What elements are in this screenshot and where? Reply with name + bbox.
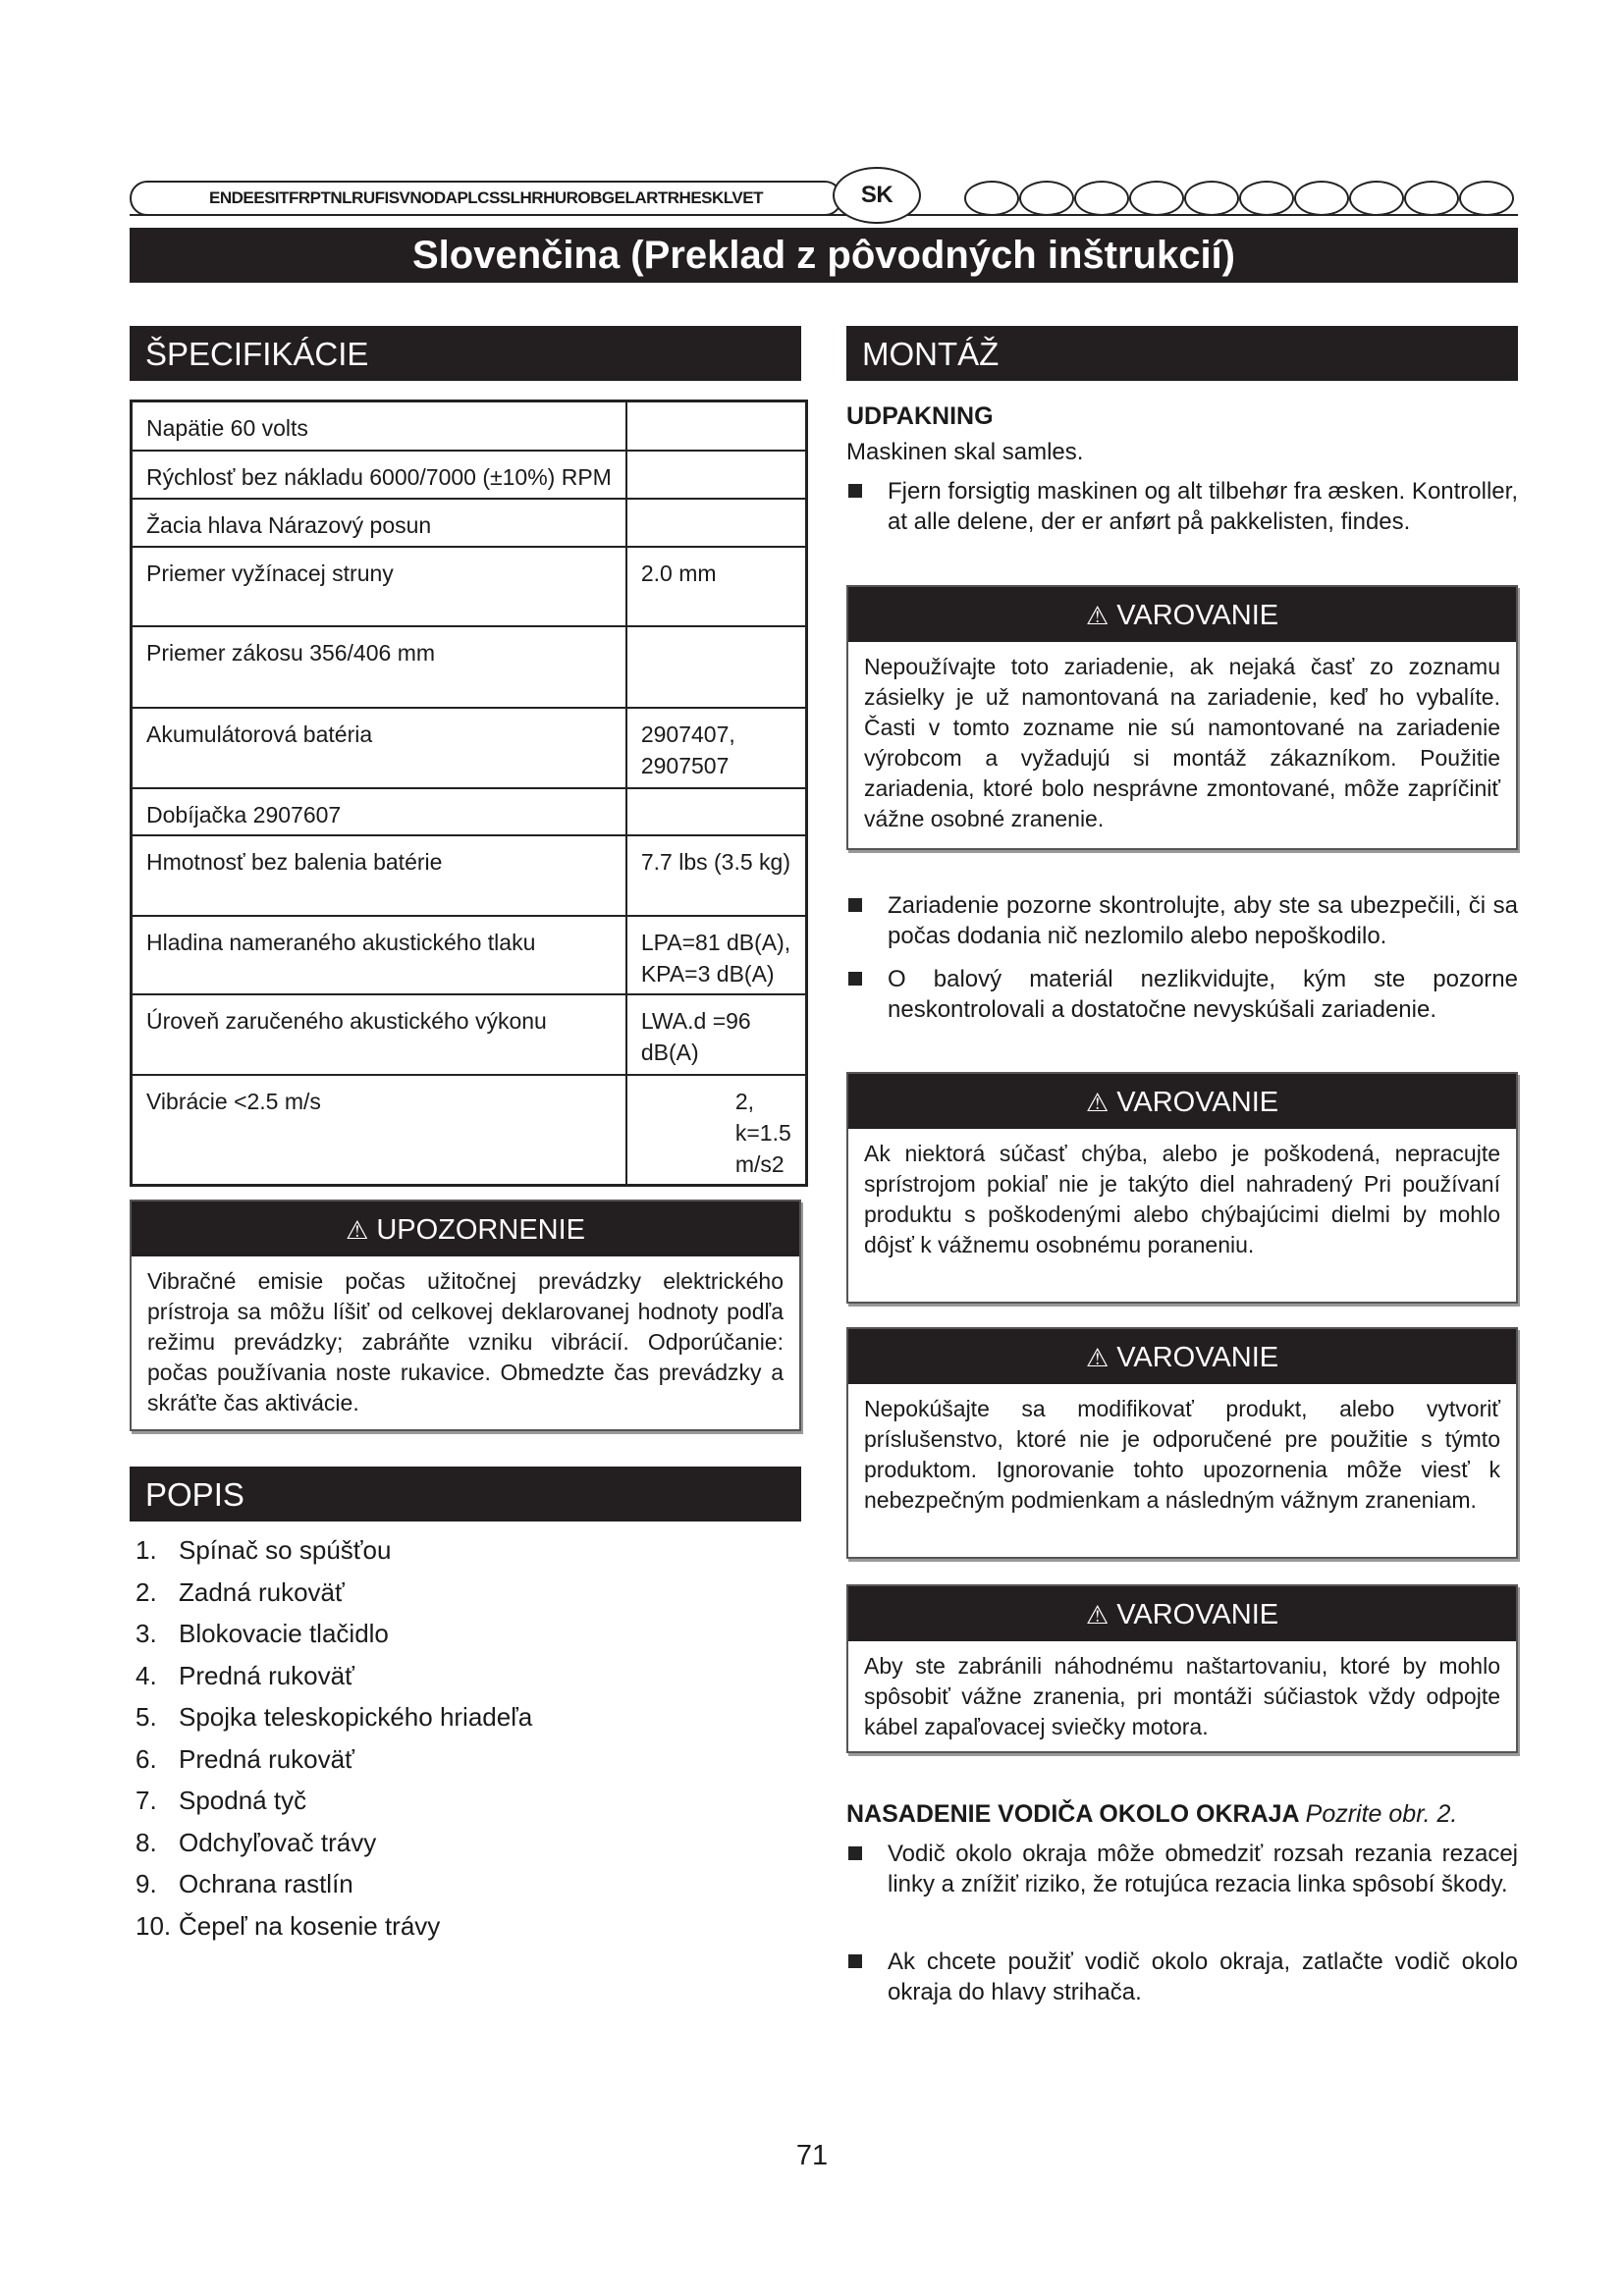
spec-label: Úroveň zaručeného akustického výkonu: [132, 994, 626, 1075]
unpacking-intro: Maskinen skal samles.: [846, 439, 1084, 465]
spec-label: Priemer zákosu 356/406 mm: [132, 626, 626, 708]
warning-triangle-icon: ⚠: [1085, 601, 1110, 630]
language-tab-active[interactable]: SK: [833, 167, 921, 224]
table-row: [132, 708, 807, 788]
spec-value: 7.7 lbs (3.5 kg): [626, 835, 806, 916]
item-text: Čepeľ na kosenie trávy: [179, 1910, 441, 1941]
bullet-item: [846, 890, 1518, 951]
bullet-square-icon: [848, 972, 862, 986]
spec-value: 2907407, 2907507: [626, 708, 806, 788]
spec-value: LWA.d =96 dB(A): [626, 994, 806, 1075]
spec-value: [626, 626, 806, 708]
item-number: 9.: [135, 1869, 157, 1898]
warning-triangle-icon: ⚠: [1085, 1088, 1110, 1117]
empty-tab: [964, 181, 1019, 216]
warning-heading: VAROVANIE: [1116, 1599, 1279, 1630]
table-row: [132, 994, 807, 1075]
table-row: [132, 788, 807, 835]
item-number: 7.: [135, 1786, 157, 1815]
spec-label: Priemer vyžínacej struny: [132, 547, 626, 626]
spec-value: [626, 788, 806, 835]
bullet-square-icon: [848, 898, 862, 912]
item-number: 3.: [135, 1619, 157, 1648]
caution-box: [130, 1200, 801, 1431]
spec-label: Rýchlosť bez nákladu 6000/7000 (±10%) RPM: [132, 451, 626, 499]
item-number: 8.: [135, 1827, 157, 1857]
bullet-text: Fjern forsigtig maskinen og alt tilbehør fra æsken. Kontroller, at alle delene, der er anført på pakkelisten, findes.: [888, 478, 1518, 535]
item-number: 4.: [135, 1660, 157, 1690]
spec-label: Napätie 60 volts: [132, 401, 626, 451]
empty-tab: [1239, 181, 1294, 216]
empty-tab: [1074, 181, 1129, 216]
spec-value: 2, k=1.5 m/s2: [626, 1075, 806, 1186]
caution-text: Vibračné emisie počas užitočnej prevádzky elektrického prístroja sa môžu líšiť od celkovej deklarovanej hodnoty podľa režimu prevádzky; zabráňte vzniku vibrácií. Odporúčanie: počas používania noste rukavice. Obmedzte čas prevádzky a skráťte čas aktivácie.: [147, 1268, 784, 1415]
list-item: [135, 1780, 784, 1822]
item-text: Predná rukoväť: [179, 1660, 354, 1690]
warning-text: Nepoužívajte toto zariadenie, ak nejaká časť zo zoznamu zásielky je už namontovaná na zariadenie, keď ho vybalíte. Časti v tomto zozname nie sú namontované na zariadenie výrobcom a vyžadujú si montáž zákazníkom. Použitie zariadenia, ktoré bolo nesprávne zmontované, môže zapríčiniť vážne osobné zranenie.: [864, 654, 1500, 831]
empty-tab: [1294, 181, 1349, 216]
list-item: [135, 1529, 784, 1572]
item-text: Odchyľovač trávy: [179, 1827, 377, 1857]
spec-label: Žacia hlava Nárazový posun: [132, 499, 626, 547]
caution-header: [132, 1201, 799, 1256]
warning-box: [846, 1584, 1518, 1753]
empty-tab: [1129, 181, 1184, 216]
bullet-square-icon: [848, 1954, 862, 1968]
table-row: [132, 499, 807, 547]
warning-triangle-icon: ⚠: [346, 1215, 369, 1245]
table-row: [132, 916, 807, 994]
list-item: [135, 1696, 784, 1738]
warning-box: [846, 1072, 1518, 1304]
page-title: Slovenčina (Preklad z pôvodných inštrukcií): [130, 228, 1518, 283]
warning-text: Nepokúšajte sa modifikovať produkt, alebo vytvoriť príslušenstvo, ktoré nie je odporučené pre použitie s týmto produktom. Ignorovanie tohto upozornenia môže viesť k nebezpečným podmienkam a následným vážnym zraneniam.: [864, 1396, 1500, 1513]
item-text: Predná rukoväť: [179, 1743, 354, 1774]
bullet-text: O balový materiál nezlikvidujte, kým ste pozorne neskontrolovali a dostatočne nevyskúšali zariadenie.: [888, 966, 1518, 1023]
bullet-text: Zariadenie pozorne skontrolujte, aby ste sa ubezpečili, či sa počas dodania nič nezlomilo alebo nepoškodilo.: [888, 892, 1518, 949]
item-number: 2.: [135, 1576, 157, 1607]
warning-header: [848, 587, 1516, 642]
table-row: [132, 451, 807, 499]
empty-tab: [1349, 181, 1404, 216]
list-item: [135, 1863, 784, 1905]
specifications-table: [130, 400, 808, 1187]
item-text: Spojka teleskopického hriadeľa: [179, 1702, 533, 1732]
item-number: 5.: [135, 1702, 157, 1732]
edger-title-text: NASADENIE VODIČA OKOLO OKRAJA: [846, 1800, 1299, 1828]
item-text: Zadná rukoväť: [179, 1576, 345, 1607]
warning-triangle-icon: ⚠: [1085, 1600, 1110, 1629]
caution-heading: UPOZORNENIE: [376, 1214, 585, 1246]
list-item: [135, 1613, 784, 1655]
spec-label: Dobíjačka 2907607: [132, 788, 626, 835]
figure-reference: Pozrite obr. 2.: [1305, 1800, 1458, 1828]
page-number: 71: [795, 2140, 829, 2171]
warning-heading: VAROVANIE: [1116, 600, 1279, 631]
parts-list: [135, 1529, 784, 1947]
warning-header: [848, 1074, 1516, 1129]
spec-label: Vibrácie <2.5 m/s: [132, 1075, 626, 1186]
warning-text: Aby ste zabránili náhodnému naštartovaniu, ktoré by mohlo spôsobiť vážne zranenia, pri montáži súčiastok vždy odpojte kábel zapaľovacej sviečky motora.: [864, 1653, 1500, 1739]
table-row: [132, 835, 807, 916]
table-row: [132, 547, 807, 626]
empty-tab: [1184, 181, 1239, 216]
spec-value: LPA=81 dB(A), KPA=3 dB(A): [626, 916, 806, 994]
edger-title: [846, 1800, 1457, 1829]
bullet-text: Ak chcete použiť vodič okolo okraja, zatlačte vodič okolo okraja do hlavy strihača.: [888, 1949, 1518, 2005]
item-text: Spínač so spúšťou: [179, 1535, 392, 1565]
item-text: Ochrana rastlín: [179, 1869, 353, 1898]
specifications-heading: ŠPECIFIKÁCIE: [130, 326, 801, 381]
spec-value: 2.0 mm: [626, 547, 806, 626]
assembly-heading: MONTÁŽ: [846, 326, 1518, 381]
item-number: 6.: [135, 1743, 157, 1774]
warning-text: Ak niektorá súčasť chýba, alebo je poškodená, nepracujte sprístrojom pokiaľ nie je takýto diel nahradený Pri používaní produktu s poškodenými alebo chýbajúcimi dielmi by mohlo dôjsť k vážnemu osobnému poraneniu.: [864, 1141, 1500, 1257]
bullet-item: [846, 476, 1518, 537]
bullet-text: Vodič okolo okraja môže obmedziť rozsah rezania rezacej linky a znížiť riziko, že rotujúca rezacia linka spôsobí škody.: [888, 1841, 1518, 1897]
warning-header: [848, 1586, 1516, 1641]
warning-box: [846, 585, 1518, 850]
item-text: Spodná tyč: [179, 1786, 307, 1815]
spec-value: [626, 401, 806, 451]
item-number: 1.: [135, 1535, 157, 1565]
list-item: [135, 1572, 784, 1614]
unpacking-title: UDPAKNING: [846, 402, 994, 430]
bullet-item: [846, 964, 1518, 1025]
bullet-square-icon: [848, 1846, 862, 1860]
bullet-item: [846, 1947, 1518, 2007]
item-number: 10.: [135, 1910, 172, 1941]
list-item: [135, 1655, 784, 1697]
warning-box: [846, 1327, 1518, 1559]
list-item: [135, 1905, 784, 1948]
spec-label: Akumulátorová batéria: [132, 708, 626, 788]
language-tabs-inactive[interactable]: ENDEESITFRPTNLRUFISVNODAPLCSSLHRHUROBGELARTRHESKLVET: [130, 181, 842, 216]
bullet-square-icon: [848, 484, 862, 498]
empty-tab: [1459, 181, 1514, 216]
language-tab-row: [130, 179, 1518, 222]
warning-heading: VAROVANIE: [1116, 1087, 1279, 1118]
warning-header: [848, 1329, 1516, 1384]
list-item: [135, 1822, 784, 1864]
spec-value: [626, 451, 806, 499]
warning-triangle-icon: ⚠: [1085, 1343, 1110, 1372]
table-row: [132, 401, 807, 451]
empty-tab: [1404, 181, 1459, 216]
bullet-item: [846, 1839, 1518, 1899]
table-row: [132, 626, 807, 708]
spec-value: [626, 499, 806, 547]
spec-label: Hladina nameraného akustického tlaku: [132, 916, 626, 994]
list-item: [135, 1738, 784, 1781]
description-heading: POPIS: [130, 1467, 801, 1522]
table-row: [132, 1075, 807, 1186]
item-text: Blokovacie tlačidlo: [179, 1619, 389, 1648]
empty-tab: [1019, 181, 1074, 216]
warning-heading: VAROVANIE: [1116, 1342, 1279, 1373]
spec-label: Hmotnosť bez balenia batérie: [132, 835, 626, 916]
